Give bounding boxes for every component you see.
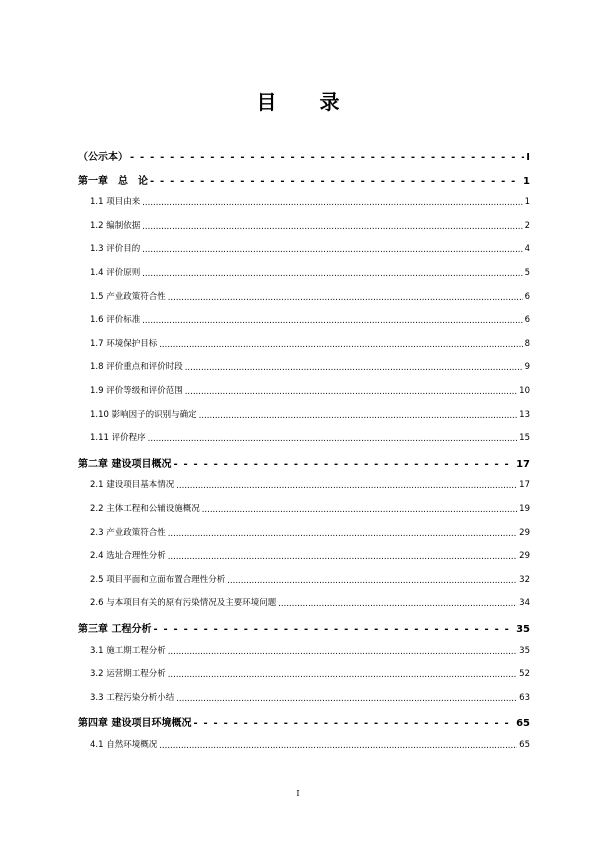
toc-section-entry[interactable] <box>78 195 530 207</box>
dot-leader <box>142 270 522 279</box>
toc-section-entry[interactable] <box>78 266 530 278</box>
toc-section-entry[interactable] <box>78 526 530 538</box>
toc-entry-page: 32 <box>519 574 530 585</box>
toc-chapter-entry[interactable] <box>78 455 530 470</box>
toc-entry-page: 9 <box>524 362 530 373</box>
toc-entry-page: 6 <box>524 291 530 302</box>
dot-leader <box>159 742 517 751</box>
toc-entry-page: 63 <box>519 692 530 703</box>
toc-entry-label: 1.8 评价重点和评价时段 <box>90 362 183 373</box>
dot-leader <box>193 719 514 729</box>
toc-entry-label: 1.2 编制依据 <box>90 220 141 231</box>
toc-entry-page: 29 <box>519 551 530 562</box>
toc-entry-page: I <box>526 152 530 163</box>
dot-leader <box>185 364 523 373</box>
dot-leader <box>168 647 517 656</box>
page-number: I <box>296 789 300 798</box>
toc-entry-label: 2.1 建设项目基本情况 <box>90 480 175 491</box>
dot-leader <box>148 435 518 444</box>
toc-entry-label: 4.1 自然环境概况 <box>90 740 158 750</box>
toc-section-entry[interactable] <box>78 596 530 608</box>
dot-leader <box>150 177 521 187</box>
toc-entry-label: 第二章 建设项目概况 <box>78 458 172 470</box>
page-title: 目 录 <box>256 90 358 114</box>
toc-entry-label: 1.6 评价标准 <box>90 315 141 326</box>
toc-section-entry[interactable] <box>78 738 530 750</box>
dot-leader <box>185 388 517 397</box>
toc-section-entry[interactable] <box>78 667 530 679</box>
dot-leader <box>202 506 517 515</box>
toc-entry-label: 2.2 主体工程和公辅设施概况 <box>90 504 200 514</box>
toc-entry-label: 1.9 评价等级和评价范围 <box>90 386 183 396</box>
toc-entry-label: 2.4 选址合理性分析 <box>90 551 166 562</box>
toc-entry-label: 1.3 评价目的 <box>90 244 141 255</box>
dot-leader <box>168 671 517 680</box>
toc-entry-label: 1.1 项目由来 <box>90 197 141 208</box>
toc-entry-label: 2.5 项目平面和立面布置合理性分析 <box>90 574 226 585</box>
toc-entry-page: 17 <box>516 458 530 470</box>
toc-entry-page: 5 <box>524 268 530 278</box>
toc-section-entry[interactable] <box>78 478 530 490</box>
toc-entry-page: 2 <box>524 220 530 231</box>
toc-section-entry[interactable] <box>78 384 530 396</box>
toc-chapter-entry[interactable] <box>78 714 530 729</box>
dot-leader <box>176 694 517 703</box>
dot-leader <box>176 482 517 491</box>
dot-leader <box>159 340 522 349</box>
toc-section-entry[interactable] <box>78 573 530 585</box>
toc-chapter-entry[interactable] <box>78 148 530 163</box>
toc-entry-label: 2.3 产业政策符合性 <box>90 527 166 538</box>
toc-entry-page: 17 <box>519 480 530 491</box>
toc-chapter-entry[interactable] <box>78 172 530 187</box>
toc-entry-page: 13 <box>519 409 530 420</box>
toc-entry-page: 29 <box>519 527 530 538</box>
dot-leader <box>153 625 514 635</box>
dot-leader <box>227 576 517 585</box>
toc-entry-page: 65 <box>516 718 530 730</box>
toc-section-entry[interactable] <box>78 502 530 514</box>
toc-entry-page: 1 <box>524 197 530 208</box>
toc-section-entry[interactable] <box>78 691 530 703</box>
toc-entry-page: 52 <box>519 669 530 680</box>
toc-section-entry[interactable] <box>78 360 530 372</box>
dot-leader <box>168 553 517 562</box>
toc-entry-label: 2.6 与本项目有关的原有污染情况及主要环境问题 <box>90 598 277 609</box>
toc-entry-label: 第三章 工程分析 <box>78 624 152 635</box>
dot-leader <box>142 317 522 326</box>
toc-entry-label: 1.11 评价程序 <box>90 433 146 444</box>
dot-leader <box>142 246 522 255</box>
toc-entry-page: 1 <box>523 175 530 187</box>
dot-leader <box>142 222 522 231</box>
toc-section-entry[interactable] <box>78 408 530 420</box>
toc-entry-label: 3.1 施工期工程分析 <box>90 645 166 656</box>
toc-entry-label: 第一章 总 论 <box>78 175 148 187</box>
toc-chapter-entry[interactable] <box>78 620 530 635</box>
dot-leader <box>199 411 518 420</box>
toc-entry-label: 第四章 建设项目环境概况 <box>78 718 192 730</box>
toc-section-entry[interactable] <box>78 549 530 561</box>
toc-section-entry[interactable] <box>78 219 530 231</box>
toc-section-entry[interactable] <box>78 644 530 656</box>
toc-entry-page: 35 <box>516 624 530 635</box>
dot-leader <box>142 199 522 208</box>
toc-section-entry[interactable] <box>78 313 530 325</box>
toc-entry-label: 3.3 工程污染分析小结 <box>90 692 175 703</box>
toc-entry-page: 34 <box>519 598 530 609</box>
dot-leader <box>278 600 517 609</box>
toc-section-entry[interactable] <box>78 242 530 254</box>
toc-entry-page: 6 <box>524 315 530 326</box>
toc-entry-label: 1.10 影响因子的识别与确定 <box>90 409 197 420</box>
toc-entry-label: 1.7 环境保护目标 <box>90 338 158 349</box>
toc-entry-page: 65 <box>519 740 530 750</box>
toc-entry-label: （公示本） <box>78 152 128 163</box>
toc-section-entry[interactable] <box>78 337 530 349</box>
toc-entry-label: 3.2 运营期工程分析 <box>90 669 166 680</box>
toc-entry-label: 1.5 产业政策符合性 <box>90 291 166 302</box>
toc-section-entry[interactable] <box>78 431 530 443</box>
dot-leader <box>130 153 524 163</box>
toc-entry-page: 35 <box>519 645 530 656</box>
dot-leader <box>168 293 523 302</box>
toc-entry-page: 4 <box>524 244 530 255</box>
toc-entry-page: 10 <box>519 386 530 396</box>
toc-section-entry[interactable] <box>78 290 530 302</box>
toc-entry-label: 1.4 评价原则 <box>90 268 141 278</box>
toc-entry-page: 19 <box>519 504 530 514</box>
toc-entry-page: 15 <box>519 433 530 444</box>
dot-leader <box>173 460 514 470</box>
toc-entry-page: 8 <box>524 338 530 349</box>
dot-leader <box>168 529 517 538</box>
